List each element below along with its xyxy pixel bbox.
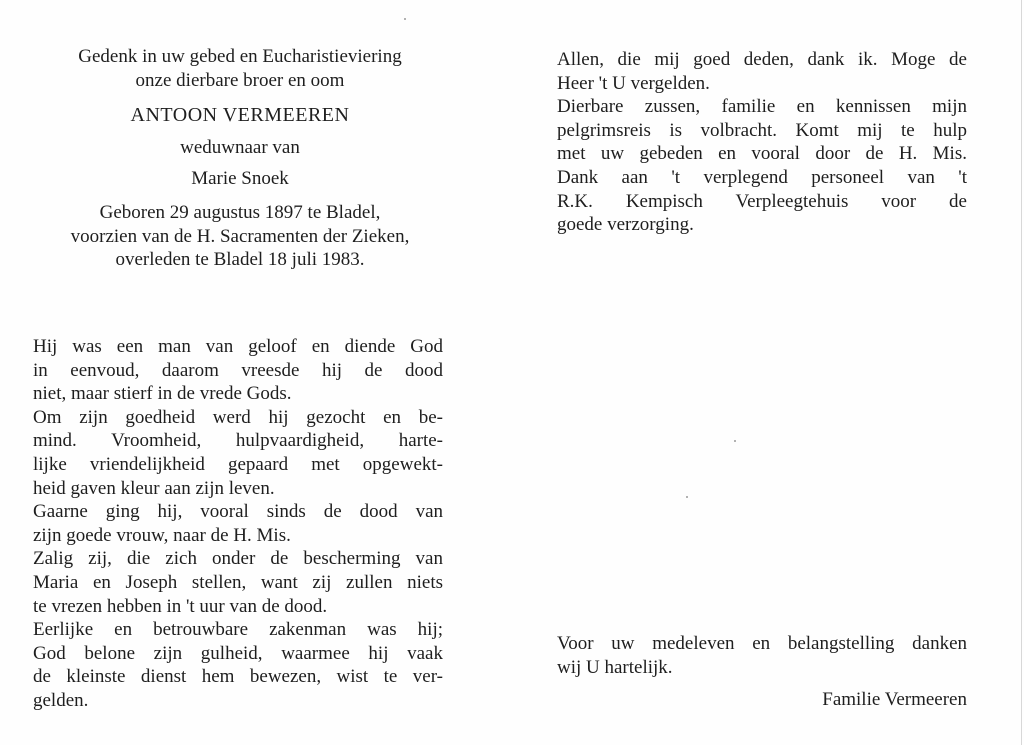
print-speck xyxy=(686,496,688,498)
farewell-text xyxy=(557,48,967,237)
tribute-line: de kleinste dienst hem bewezen, wist te ver- xyxy=(33,666,443,688)
farewell-line: goede verzorging. xyxy=(557,214,694,236)
thanks-text xyxy=(557,632,967,679)
tribute-line: mind. Vroomheid, hulpvaardigheid, harte- xyxy=(33,430,443,452)
life-dates xyxy=(30,201,450,272)
tribute-line: niet, maar stierf in de vrede Gods. xyxy=(33,383,292,405)
tribute-line: gelden. xyxy=(33,689,89,711)
farewell-line: Heer 't U vergelden. xyxy=(557,72,710,94)
thanks-line: Voor uw medeleven en belangstelling danken xyxy=(557,633,967,654)
farewell-line: met uw gebeden en vooral door de H. Mis. xyxy=(557,143,967,165)
widower-of-label: weduwnaar van xyxy=(180,136,300,158)
death-line: overleden te Bladel 18 juli 1983. xyxy=(115,249,365,271)
card-fold-edge xyxy=(1021,0,1022,745)
remembrance-line: Gedenk in uw gebed en Eucharistieviering xyxy=(78,46,402,67)
relation-line: onze dierbare broer en oom xyxy=(135,69,345,91)
tribute-line: te vrezen hebben in 't uur van de dood. xyxy=(33,595,328,617)
farewell-line: Dierbare zussen, familie en kennissen mijn xyxy=(557,96,967,118)
tribute-line: in eenvoud, daarom vreesde hij de dood xyxy=(33,359,443,381)
farewell-line: pelgrimsreis is volbracht. Komt mij te hulp xyxy=(557,119,967,141)
tribute-line: Eerlijke en betrouwbare zakenman was hij; xyxy=(33,619,443,641)
spouse-name: Marie Snoek xyxy=(191,168,289,190)
tribute-line: Zalig zij, die zich onder de bescherming van xyxy=(33,548,443,570)
print-speck xyxy=(404,18,406,20)
tribute-line: Maria en Joseph stellen, want zij zullen niets xyxy=(33,571,443,593)
family-signature: Familie Vermeeren xyxy=(822,689,967,710)
tribute-line: God belone zijn gulheid, waarmee hij vaak xyxy=(33,642,443,664)
thanks-line: wij U hartelijk. xyxy=(557,656,673,678)
farewell-line: Allen, die mij goed deden, dank ik. Moge de xyxy=(557,49,967,70)
print-speck xyxy=(734,440,736,442)
tribute-line: heid gaven kleur aan zijn leven. xyxy=(33,477,275,499)
birth-line: Geboren 29 augustus 1897 te Bladel, xyxy=(99,201,381,223)
farewell-line: R.K. Kempisch Verpleegtehuis voor de xyxy=(557,190,967,212)
tribute-text xyxy=(33,335,443,713)
tribute-line: zijn goede vrouw, naar de H. Mis. xyxy=(33,524,291,546)
left-header xyxy=(30,45,450,272)
sacraments-line: voorzien van de H. Sacramenten der Zieken, xyxy=(70,225,410,247)
deceased-name: ANTOON VERMEEREN xyxy=(130,104,350,127)
tribute-line: lijke vriendelijkheid gepaard met opgewekt- xyxy=(33,453,443,475)
tribute-line: Hij was een man van geloof en diende God xyxy=(33,336,443,357)
farewell-line: Dank aan 't verplegend personeel van 't xyxy=(557,166,967,188)
tribute-line: Gaarne ging hij, vooral sinds de dood van xyxy=(33,501,443,523)
tribute-line: Om zijn goedheid werd hij gezocht en be- xyxy=(33,406,443,428)
